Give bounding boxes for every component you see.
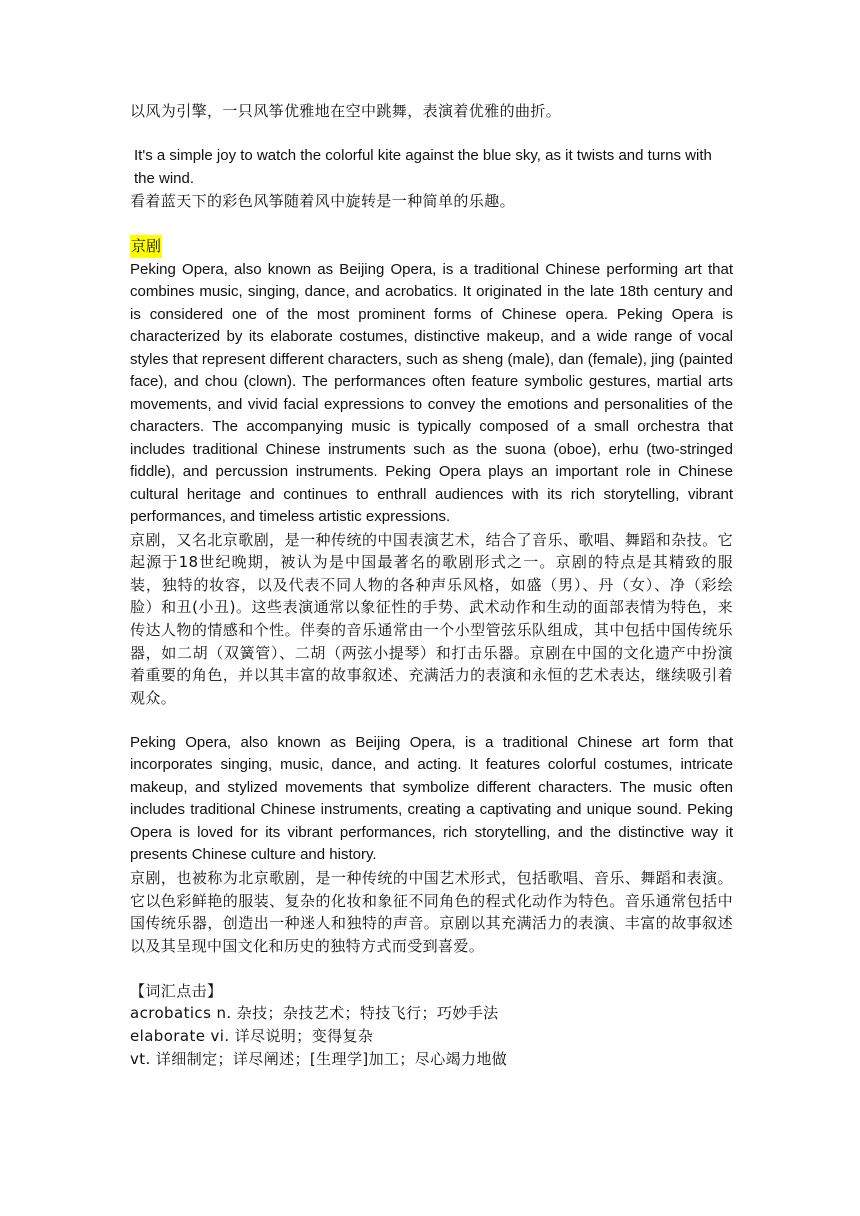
opera-zh-paragraph-2: 京剧，也被称为北京歌剧，是一种传统的中国艺术形式，包括歌唱、音乐、舞蹈和表演。它以色彩鲜艳的服装、复杂的化妆和象征不同角色的程式化动作为特色。音乐通常包括中国传统乐器，创造出一种迷人和独特的声音。京剧以其充满活力的表演、丰富的故事叙述以及其呈现中国文化和历史的独特方式而受到喜爱。 — [130, 868, 733, 955]
opera-en-paragraph-1: Peking Opera, also known as Beijing Opera, is a traditional Chinese performing art that combines music, singing, dance, and acrobatics. It originated in the late 18th century and is considered one of the most prominent forms of Chinese opera. Peking Opera is characterized by its elaborate costumes, distinctive makeup, and a wide range of vocal styles that represent different characters, such as sheng (male), dan (female), jing (painted face), and chou (clown). The performances often feature symbolic gestures, martial arts movements, and vivid facial expressions to convey the emotions and personalities of the characters. The accompanying music is typically composed of a small orchestra that includes traditional Chinese instruments such as the suona (oboe), erhu (two-stringed fiddle), and percussion instruments. Peking Opera plays an important role in Chinese cultural heritage and continues to enthrall audiences with its rich storytelling, vibrant performances, and timeless artistic expressions. — [130, 260, 733, 526]
vocab-item: elaborate vi. 详尽说明；变得复杂 — [130, 1027, 374, 1045]
opera-zh-paragraph-1: 京剧，又名北京歌剧，是一种传统的中国表演艺术，结合了音乐、歌唱、舞蹈和杂技。它起源于18世纪晚期，被认为是中国最著名的歌剧形式之一。京剧的特点是其精致的服装，独特的妆容，以及代表不同人物的各种声乐风格，如盛（男）、丹（女）、净（彩绘脸）和丑(小丑)。这些表演通常以象征性的手势、武术动作和生动的面部表情为特色，来传达人物的情感和个性。伴奏的音乐通常由一个小型管弦乐队组成，其中包括中国传统乐器，如二胡（双簧管）、二胡（两弦小提琴）和打击乐器。京剧在中国的文化遗产中扮演着重要的角色，并以其丰富的故事叙述、充满活力的表演和永恒的艺术表达，继续吸引着观众。 — [130, 530, 733, 707]
opera-en-paragraph-2: Peking Opera, also known as Beijing Opera, is a traditional Chinese art form that incorporates singing, music, dance, and acting. It features colorful costumes, intricate makeup, and stylized movements that symbolize different characters. The music often includes traditional Chinese instruments, creating a captivating and unique sound. Peking Opera is loved for its vibrant performances, rich storytelling, and the distinctive way it presents Chinese culture and history. — [130, 733, 733, 864]
kite-en-sentence: It's a simple joy to watch the colorful kite against the blue sky, as it twists and turns with the wind. — [134, 147, 712, 187]
section-heading-peking-opera: 京剧 — [130, 235, 162, 258]
vocab-item: vt. 详细制定；详尽阐述；[生理学]加工；尽心竭力地做 — [130, 1049, 508, 1068]
kite-zh-sentence: 看着蓝天下的彩色风筝随着风中旋转是一种简单的乐趣。 — [130, 192, 516, 211]
vocab-title: 【词汇点击】 — [130, 981, 223, 1000]
document-page — [130, 100, 733, 1070]
kite-zh-line: 以风为引擎，一只风筝优雅地在空中跳舞，表演着优雅的曲折。 — [130, 102, 562, 120]
vocab-item: acrobatics n. 杂技；杂技艺术；特技飞行；巧妙手法 — [130, 1004, 499, 1023]
